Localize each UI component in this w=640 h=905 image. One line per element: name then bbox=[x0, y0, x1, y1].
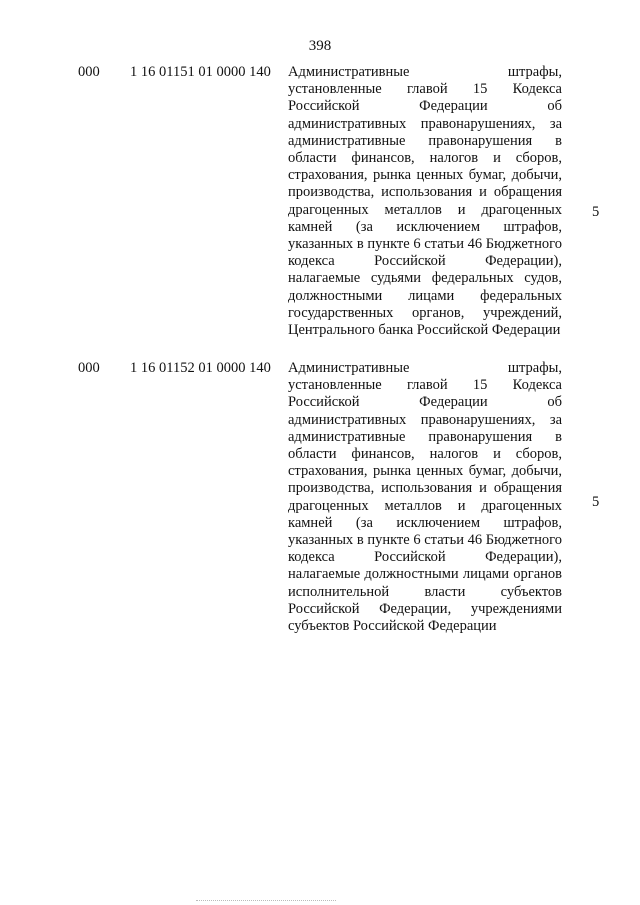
page-number: 398 bbox=[308, 38, 332, 54]
admin-code: 000 bbox=[78, 360, 100, 376]
distribution-norm: 5 bbox=[592, 494, 600, 510]
income-description: Административные штрафы, установленные главой 15 Кодекса Российской Федерации об административных правонарушениях, за административные правонарушения в области финансов, налогов и сборов, страхования, рынка ценных бумаг, добычи, производства, использования и обращения драгоценных металлов и драгоценных камней (за исключением штрафов, указанных в пункте 6 статьи 46 Бюджетного кодекса Российской Федерации), налагаемые должностными лицами органов исполнительной власти субъектов Российской Федерации, учреждениями субъектов Российской Федерации bbox=[288, 360, 562, 635]
income-description: Административные штрафы, установленные главой 15 Кодекса Российской Федерации об административных правонарушениях, за административные правонарушения в области финансов, налогов и сборов, страхования, рынка ценных бумаг, добычи, производства, использования и обращения драгоценных металлов и драгоценных камней (за исключением штрафов, указанных в пункте 6 статьи 46 Бюджетного кодекса Российской Федерации), налагаемые судьями федеральных судов, должностными лицами федеральных государственных органов, учреждений, Центрального банка Российской Федерации bbox=[288, 64, 562, 339]
distribution-norm: 5 bbox=[592, 204, 600, 220]
admin-code: 000 bbox=[78, 64, 100, 80]
kbk-code: 1 16 01152 01 0000 140 bbox=[130, 360, 271, 376]
kbk-code: 1 16 01151 01 0000 140 bbox=[130, 64, 271, 80]
bottom-divider bbox=[196, 900, 336, 902]
